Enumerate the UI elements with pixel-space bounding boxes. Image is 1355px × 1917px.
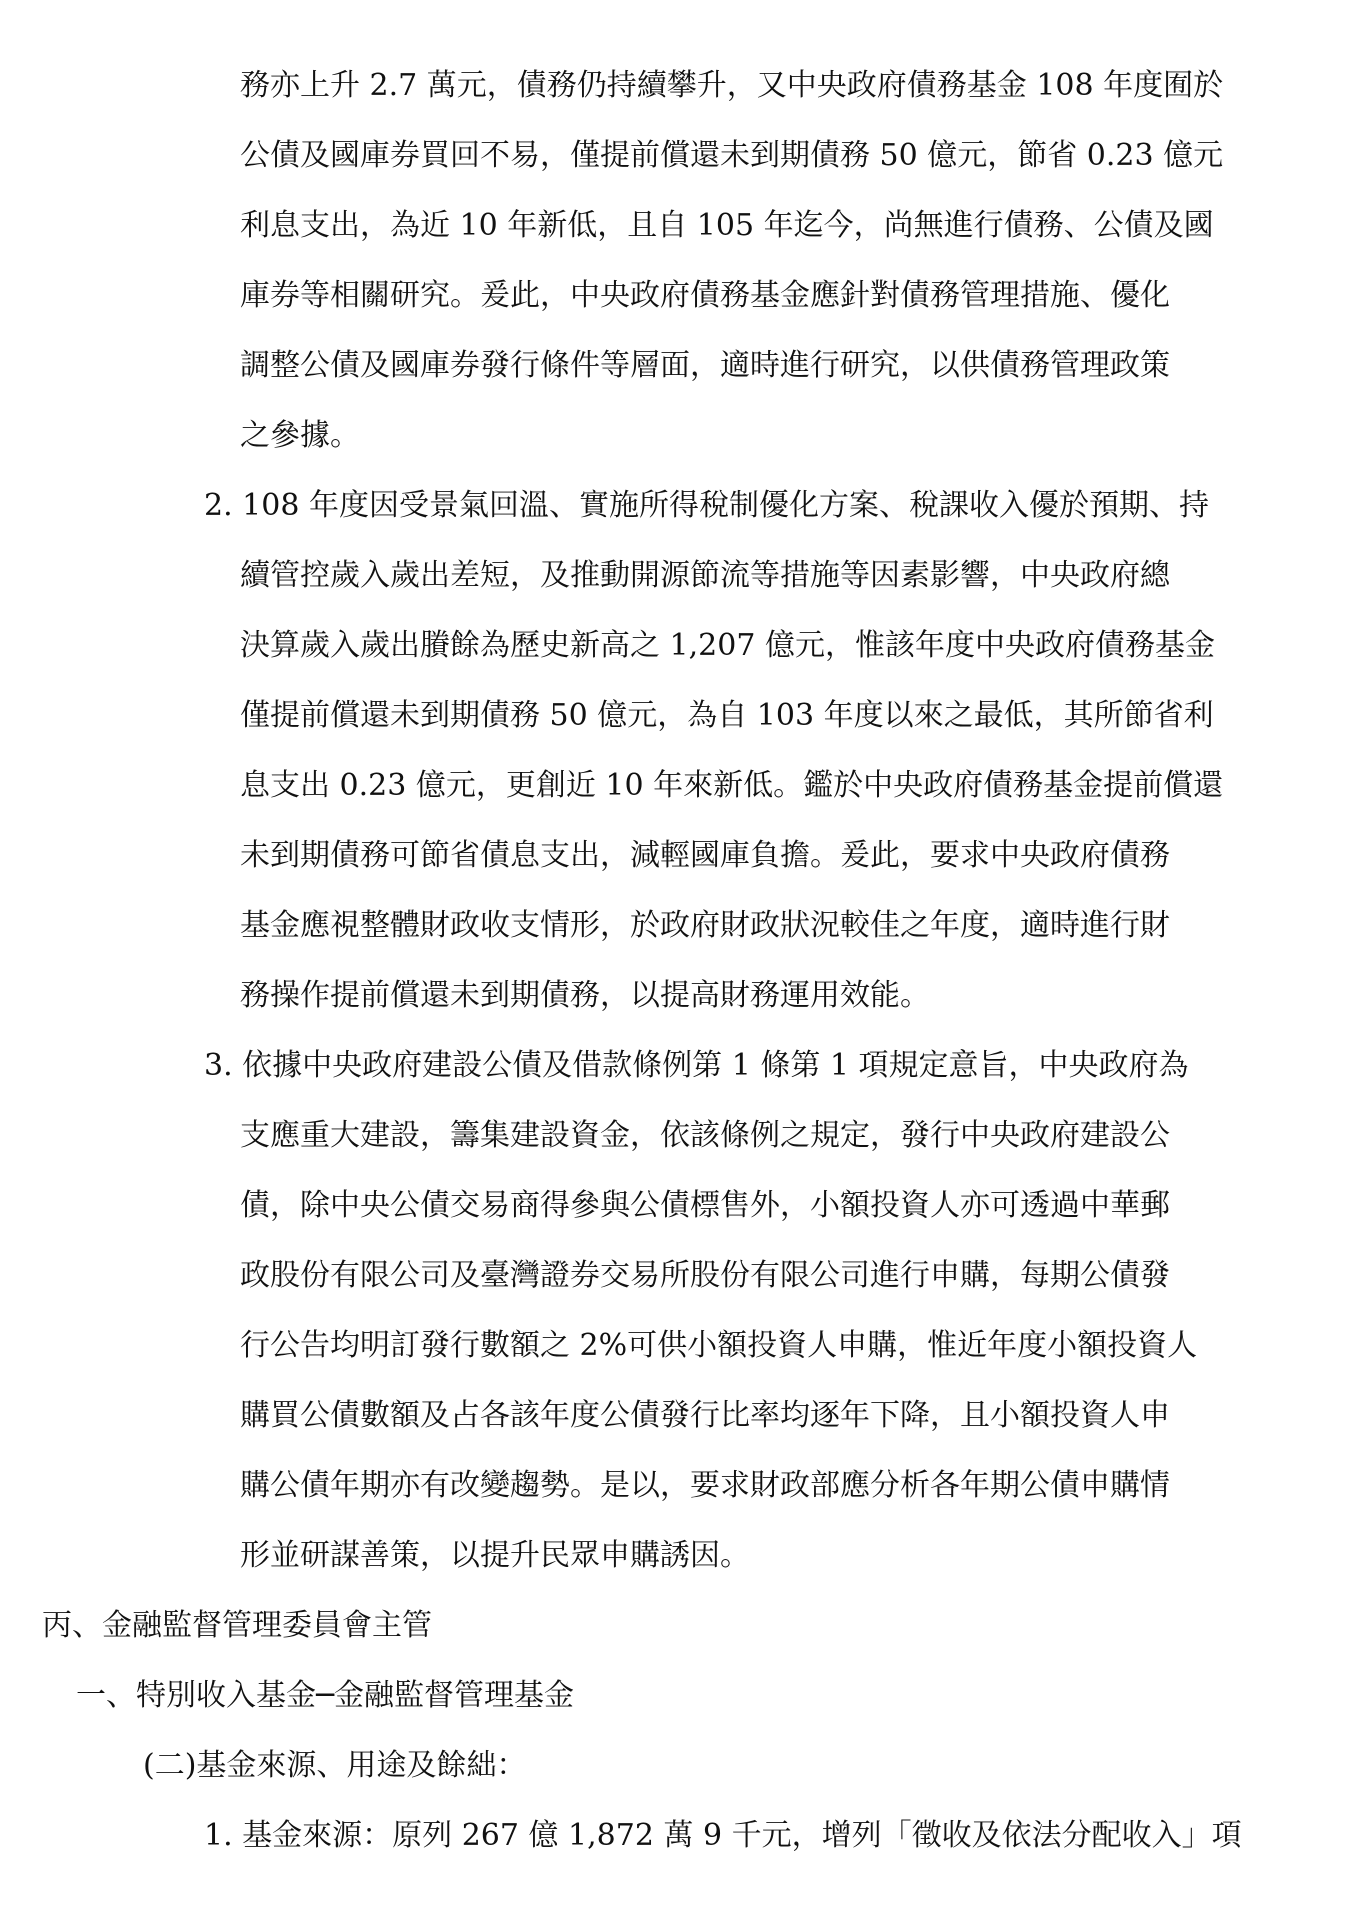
paragraph-line: 調整公債及國庫券發行條件等層面，適時進行研究，以供債務管理政策 — [240, 348, 1170, 383]
paragraph-line: 決算歲入歲出賸餘為歷史新高之 1,207 億元，惟該年度中央政府債務基金 — [240, 628, 1215, 663]
paragraph-line: 務亦上升 2.7 萬元，債務仍持續攀升，又中央政府債務基金 108 年度囿於 — [240, 68, 1224, 103]
numbered-item-line: 2. 108 年度因受景氣回溫、實施所得稅制優化方案、稅課收入優於預期、持 — [204, 488, 1209, 523]
paragraph-line: 形並研謀善策，以提升民眾申購誘因。 — [240, 1538, 750, 1573]
paragraph-line: 政股份有限公司及臺灣證券交易所股份有限公司進行申購，每期公債發 — [240, 1258, 1170, 1293]
paragraph-line: 務操作提前償還未到期債務，以提高財務運用效能。 — [240, 978, 930, 1013]
paragraph-line: 支應重大建設，籌集建設資金，依該條例之規定，發行中央政府建設公 — [240, 1118, 1170, 1153]
paragraph-line: 公債及國庫券買回不易，僅提前償還未到期債務 50 億元，節省 0.23 億元 — [240, 138, 1224, 173]
paragraph-line: 基金應視整體財政收支情形，於政府財政狀況較佳之年度，適時進行財 — [240, 908, 1170, 943]
sub-item-heading: (二)基金來源、用途及餘絀： — [143, 1748, 527, 1783]
paragraph-line: 續管控歲入歲出差短，及推動開源節流等措施等因素影響，中央政府總 — [240, 558, 1170, 593]
paragraph-line: 利息支出，為近 10 年新低，且自 105 年迄今，尚無進行債務、公債及國 — [240, 208, 1214, 243]
numbered-item-line: 1. 基金來源：原列 267 億 1,872 萬 9 千元，增列「徵收及依法分配收入」項 — [204, 1818, 1242, 1853]
paragraph-line: 息支出 0.23 億元，更創近 10 年來新低。鑑於中央政府債務基金提前償還 — [240, 768, 1224, 803]
section-heading: 丙、金融監督管理委員會主管 — [42, 1608, 432, 1643]
paragraph-line: 購公債年期亦有改變趨勢。是以，要求財政部應分析各年期公債申購情 — [240, 1468, 1170, 1503]
paragraph-line: 之參據。 — [240, 418, 360, 453]
numbered-item-line: 3. 依據中央政府建設公債及借款條例第 1 條第 1 項規定意旨，中央政府為 — [204, 1048, 1189, 1083]
paragraph-line: 購買公債數額及占各該年度公債發行比率均逐年下降，且小額投資人申 — [240, 1398, 1170, 1433]
subsection-heading: 一、特別收入基金─金融監督管理基金 — [76, 1678, 575, 1713]
paragraph-line: 行公告均明訂發行數額之 2%可供小額投資人申購，惟近年度小額投資人 — [240, 1328, 1198, 1363]
paragraph-line: 僅提前償還未到期債務 50 億元，為自 103 年度以來之最低，其所節省利 — [240, 698, 1214, 733]
paragraph-line: 未到期債務可節省債息支出，減輕國庫負擔。爰此，要求中央政府債務 — [240, 838, 1170, 873]
paragraph-line: 債，除中央公債交易商得參與公債標售外，小額投資人亦可透過中華郵 — [240, 1188, 1170, 1223]
paragraph-line: 庫券等相關研究。爰此，中央政府債務基金應針對債務管理措施、優化 — [240, 278, 1170, 313]
